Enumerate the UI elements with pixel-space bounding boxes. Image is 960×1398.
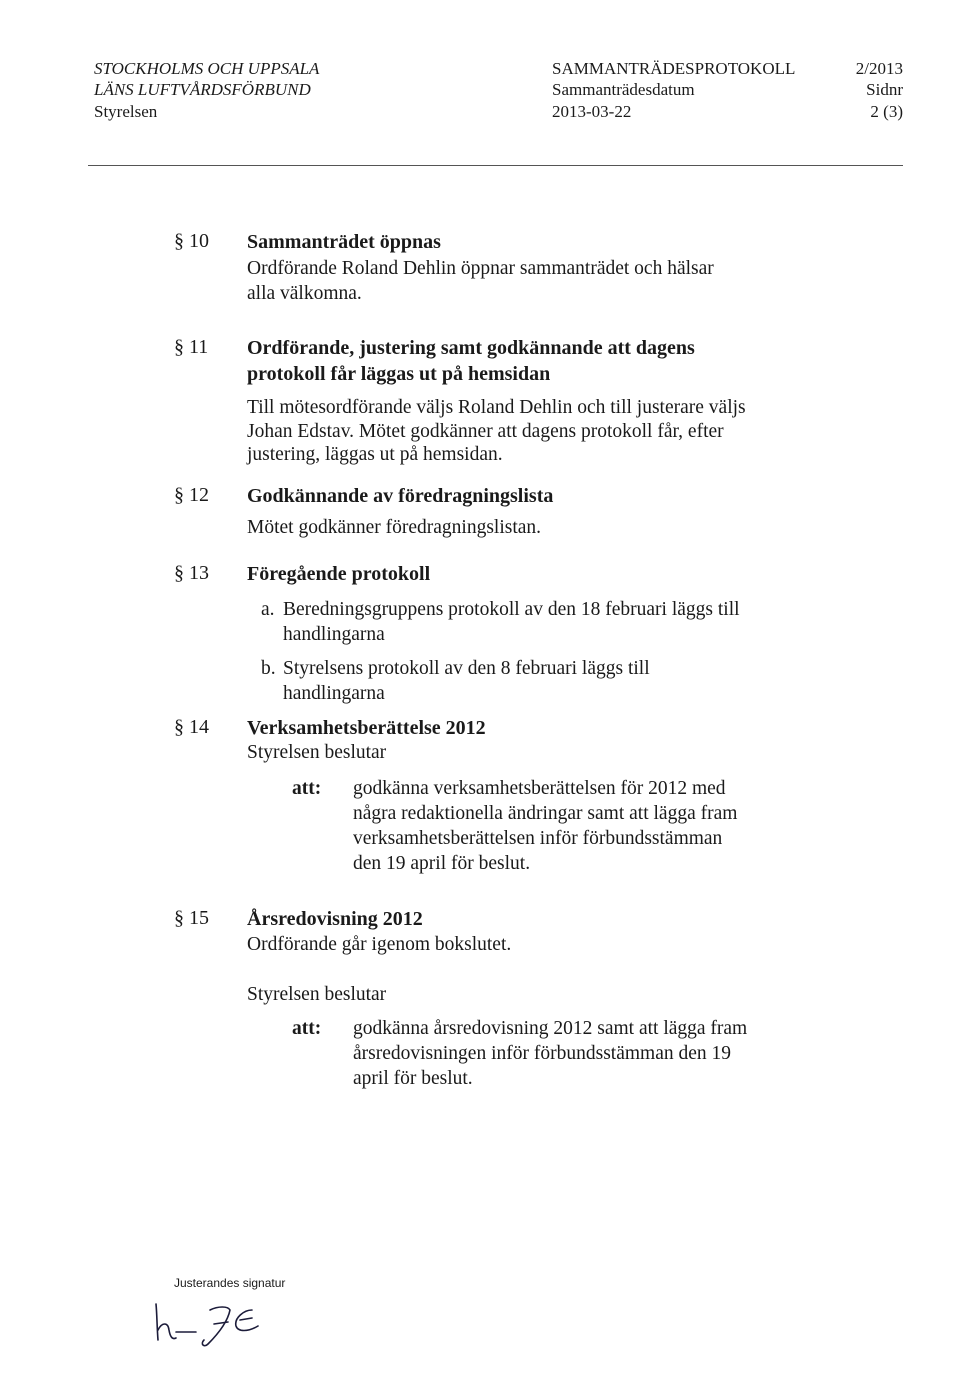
page-number: 2 (3) bbox=[870, 102, 903, 121]
section-15-att-line-2: årsredovisningen inför förbundsstämman den 19 bbox=[353, 1043, 732, 1064]
signature-label: Justerandes signatur bbox=[174, 1276, 286, 1290]
section-15-att-line-1: godkänna årsredovisning 2012 samt att lägga fram bbox=[353, 1018, 748, 1039]
section-10-text-line-2: alla välkomna. bbox=[247, 283, 362, 304]
page-number-label: Sidnr bbox=[866, 80, 903, 99]
meeting-date: 2013-03-22 bbox=[552, 102, 632, 121]
document-type: SAMMANTRÄDESPROTOKOLL bbox=[552, 59, 796, 78]
handwritten-signature bbox=[148, 1292, 278, 1352]
org-name-line1: STOCKHOLMS OCH UPPSALA bbox=[94, 59, 320, 78]
section-13-item-a-letter: a. bbox=[261, 599, 275, 620]
section-15-att-label: att: bbox=[292, 1018, 322, 1039]
section-12-title: Godkännande av föredragningslista bbox=[247, 485, 554, 507]
section-12-number: § 12 bbox=[174, 484, 209, 506]
meeting-date-label: Sammanträdesdatum bbox=[552, 80, 695, 99]
section-15-subtitle: Styrelsen beslutar bbox=[247, 984, 387, 1005]
section-15-number: § 15 bbox=[174, 907, 209, 929]
section-13-item-b-line-1: Styrelsens protokoll av den 8 februari läggs till bbox=[283, 658, 650, 679]
section-13-item-b-line-2: handlingarna bbox=[283, 683, 385, 704]
section-11-text-line-3: justering, läggas ut på hemsidan. bbox=[247, 444, 503, 465]
section-14-title: Verksamhetsberättelse 2012 bbox=[247, 717, 486, 739]
section-10-text-line-1: Ordförande Roland Dehlin öppnar sammanträdet och hälsar bbox=[247, 258, 714, 279]
section-13-title: Föregående protokoll bbox=[247, 563, 431, 585]
section-13-number: § 13 bbox=[174, 562, 209, 584]
section-11-text-line-2: Johan Edstav. Mötet godkänner att dagens protokoll får, efter bbox=[247, 421, 724, 442]
section-13-item-b-letter: b. bbox=[261, 658, 276, 679]
section-11-number: § 11 bbox=[174, 336, 209, 358]
section-14-subtitle: Styrelsen beslutar bbox=[247, 742, 387, 763]
section-10-number: § 10 bbox=[174, 230, 209, 252]
board-name: Styrelsen bbox=[94, 102, 158, 121]
section-15-att-line-3: april för beslut. bbox=[353, 1068, 473, 1089]
section-14-number: § 14 bbox=[174, 716, 209, 738]
section-14-att-line-1: godkänna verksamhetsberättelsen för 2012 med bbox=[353, 778, 726, 799]
protocol-number: 2/2013 bbox=[855, 59, 903, 78]
section-10-title: Sammanträdet öppnas bbox=[247, 231, 441, 253]
section-14-att-line-2: några redaktionella ändringar samt att lägga fram bbox=[353, 803, 738, 824]
section-15-text-line-1: Ordförande går igenom bokslutet. bbox=[247, 934, 512, 955]
section-13-item-a-line-2: handlingarna bbox=[283, 624, 385, 645]
section-11-title-line-2: protokoll får läggas ut på hemsidan bbox=[247, 363, 551, 385]
section-14-att-label: att: bbox=[292, 778, 322, 799]
section-14-att-line-4: den 19 april för beslut. bbox=[353, 853, 531, 874]
header-divider bbox=[88, 165, 903, 166]
org-name-line2: LÄNS LUFTVÅRDSFÖRBUND bbox=[94, 80, 311, 99]
section-11-text-line-1: Till mötesordförande väljs Roland Dehlin och till justerare väljs bbox=[247, 397, 746, 418]
section-12-text-line-1: Mötet godkänner föredragningslistan. bbox=[247, 517, 542, 538]
section-14-att-line-3: verksamhetsberättelsen inför förbundsstämman bbox=[353, 828, 723, 849]
section-13-item-a-line-1: Beredningsgruppens protokoll av den 18 februari läggs till bbox=[283, 599, 740, 620]
section-11-title-line-1: Ordförande, justering samt godkännande att dagens bbox=[247, 337, 695, 359]
section-15-title: Årsredovisning 2012 bbox=[247, 908, 423, 930]
